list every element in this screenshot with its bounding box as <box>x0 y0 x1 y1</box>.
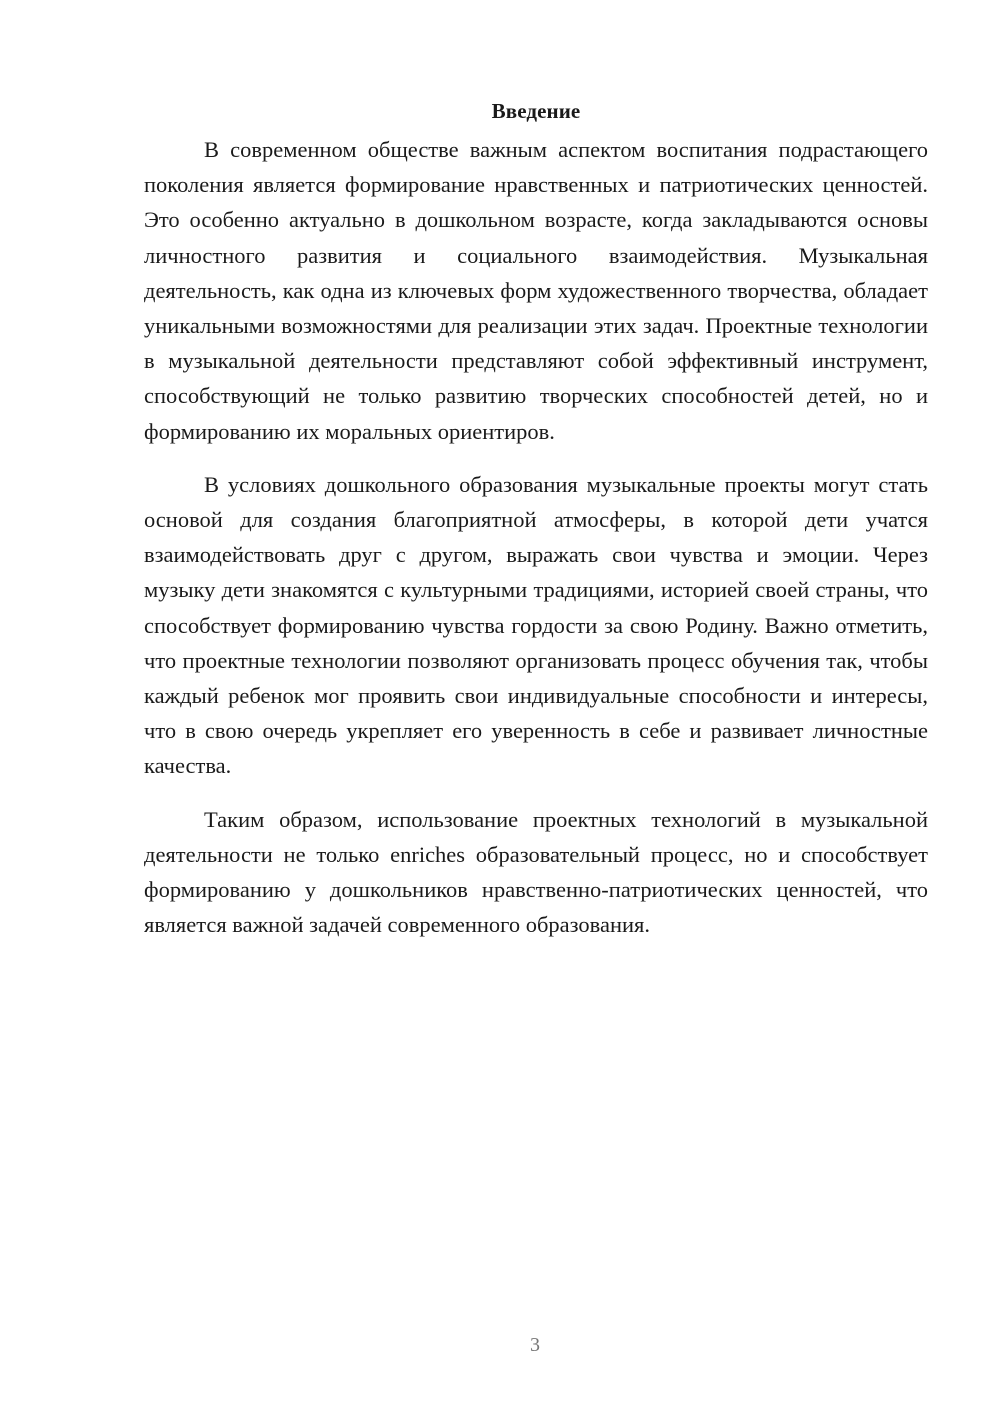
paragraph-3: Таким образом, использование проектных технологий в музыкальной деятельности не только enriches образовательный процесс, но и способствует формированию у дошкольников нравственно-патриотических ценностей, что является важной задачей современного образования. <box>144 806 928 938</box>
paragraph-2: В условиях дошкольного образования музыкальные проекты могут стать основой для создания благоприятной атмосферы, в которой дети учатся взаимодействовать друг с другом, выражать свои чувства и эмоции. Через музыку дети знакомятся с культурными традициями, историей своей страны, что способствует формированию чувства гордости за свою Родину. Важно отметить, что проектные технологии позволяют организовать процесс обучения так, чтобы каждый ребенок мог проявить свои индивидуальные способности и интересы, что в свою очередь укрепляет его уверенность в себе и развивает личностные качества. <box>144 471 928 779</box>
page-content <box>144 96 928 960</box>
section-title: Введение <box>491 99 581 123</box>
paragraph-1: В современном обществе важным аспектом воспитания подрастающего поколения является формирование нравственных и патриотических ценностей. Это особенно актуально в дошкольном возрасте, когда закладываются основы личностного развития и социального взаимодействия. Музыкальная деятельность, как одна из ключевых форм художественного творчества, обладает уникальными возможностями для реализации этих задач. Проектные технологии в музыкальной деятельности представляют собой эффективный инструмент, способствующий не только развитию творческих способностей детей, но и формированию их моральных ориентиров. <box>144 137 928 444</box>
page-number: 3 <box>530 1334 540 1356</box>
